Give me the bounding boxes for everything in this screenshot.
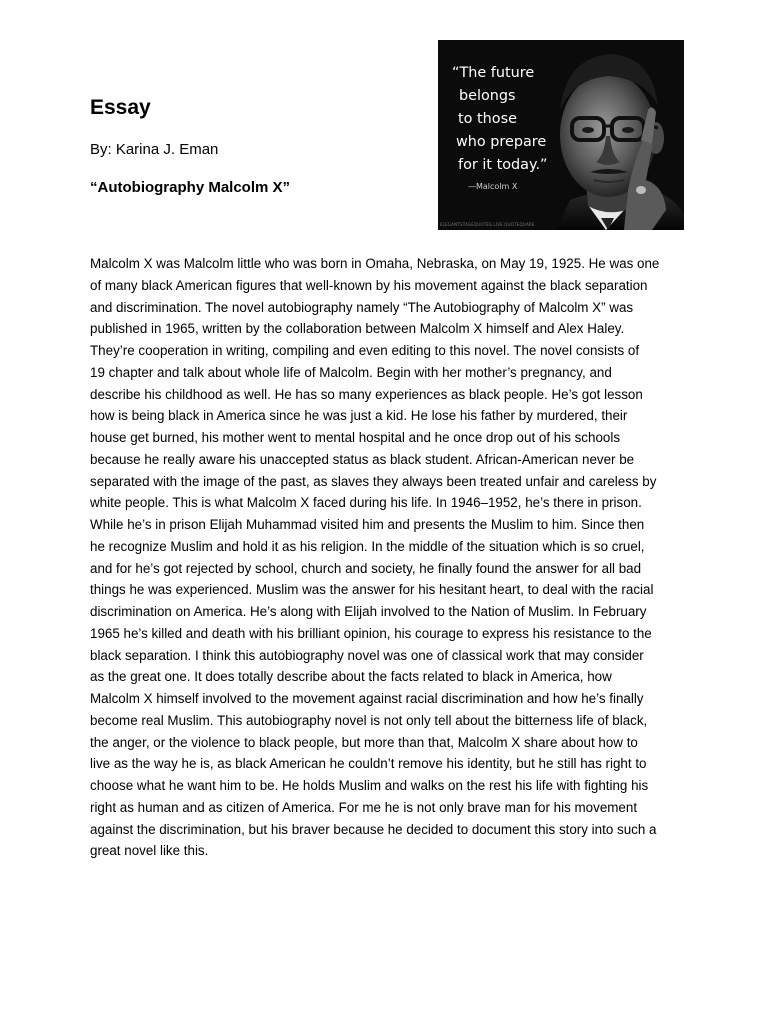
- body-line: black separation. I think this autobiography novel was one of classical work that may consider: [90, 647, 644, 663]
- quote-line: to those: [458, 111, 517, 127]
- body-line: against the discrimination, but his braver because he decided to document this story into such a: [90, 821, 657, 837]
- body-line: and discrimination. The novel autobiography namely “The Autobiography of Malcolm X” was: [90, 299, 634, 315]
- quote-line: for it today.”: [458, 157, 548, 173]
- body-line: Malcolm X was Malcolm little who was born in Omaha, Nebraska, on May 19, 1925. He was one: [90, 256, 660, 271]
- malcolm-x-quote-image: [438, 40, 684, 230]
- body-line: right as human and as citizen of America. For me he is not only brave man for his movement: [90, 799, 638, 815]
- body-line: become real Muslim. This autobiography novel is not only tell about the bitterness life of black,: [90, 712, 648, 728]
- essay-body: [90, 253, 682, 862]
- body-line: as the great one. It does totally describe about the facts related to black in America, how: [90, 669, 612, 685]
- body-line: They’re cooperation in writing, compiling and even editing to this novel. The novel consists of: [90, 343, 640, 358]
- quote-line: belongs: [459, 88, 516, 104]
- quote-text: [452, 62, 570, 177]
- quote-image-footer: ELEGANTSTAGEQUOTES.LIVE.QUOTEQUARE: [440, 222, 535, 227]
- body-line: 1965 he’s killed and death with his brilliant opinion, his courage to express his resistance to the: [90, 625, 652, 641]
- author-byline: By: Karina J. Eman: [90, 141, 219, 158]
- body-line: live as the way he is, as black American he couldn’t remove his identity, but he still has right to: [90, 756, 647, 772]
- body-line: Malcolm X himself involved to the movement against racial discrimination and how he’s finally: [90, 691, 644, 706]
- body-line: of many black American figures that well-known by his movement against the black separation: [90, 277, 648, 293]
- body-line: house get burned, his mother went to mental hospital and he once drop out of his schools: [90, 430, 621, 445]
- body-line: great novel like this.: [90, 843, 209, 859]
- quote-line: who prepare: [456, 134, 547, 150]
- body-line: published in 1965, written by the collaboration between Malcolm X himself and Alex Haley.: [90, 321, 625, 337]
- body-line: discrimination on America. He’s along with Elijah involved to the Nation of Muslim. In February: [90, 604, 647, 619]
- body-line: he recognize Muslim and hold it as his religion. In the middle of the situation which is so cruel,: [90, 538, 645, 554]
- quote-attribution: —Malcolm X: [468, 182, 518, 191]
- essay-heading: Essay: [90, 96, 151, 119]
- body-line: 19 chapter and talk about whole life of Malcolm. Begin with her mother’s pregnancy, and: [90, 364, 612, 380]
- body-line: the anger, or the violence to black people, but more than that, Malcolm X share about how to: [90, 734, 638, 750]
- body-line: describe his childhood as well. He has so many experiences as black people. He’s got lesson: [90, 386, 643, 402]
- body-line: things he was experienced. Muslim was the answer for his hesitant heart, to deal with the racial: [90, 582, 654, 598]
- body-line: because he really aware his unaccepted status as black student. African-American never be: [90, 451, 635, 467]
- body-line: While he’s in prison Elijah Muhammad visited him and presents the Muslim to him. Since then: [90, 517, 645, 532]
- body-line: white people. This is what Malcolm X faced during his life. In 1946–1952, he’s there in prison.: [90, 495, 642, 511]
- body-line: how is being black in America since he was just a kid. He lose his father by murdered, their: [90, 408, 628, 424]
- body-line: choose what he want him to be. He holds Muslim and walks on the rest his life with fighting his: [90, 778, 649, 793]
- body-line: separated with the image of the past, as slaves they always been treated unfair and careless by: [90, 473, 657, 489]
- body-line: and for he’s got rejected by school, church and society, he finally found the answer for all bad: [90, 560, 642, 576]
- book-title: “Autobiography Malcolm X”: [90, 179, 291, 196]
- quote-line: “The future: [452, 65, 535, 81]
